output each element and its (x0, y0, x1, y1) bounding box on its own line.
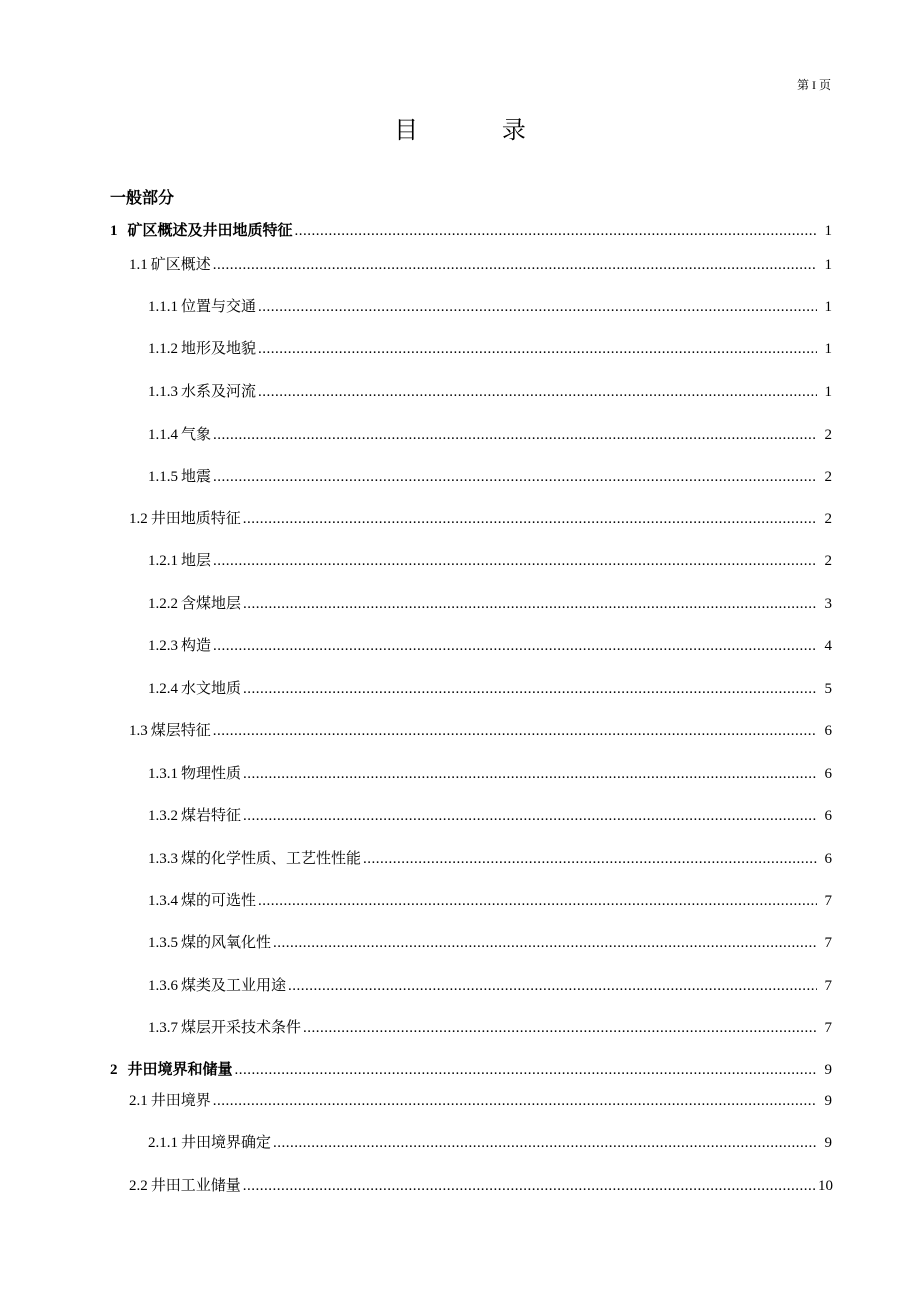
toc-entry-number: 2 (110, 1062, 118, 1078)
toc-dot-leader (213, 720, 817, 742)
toc-entry-title: 煤层特征 (150, 721, 211, 739)
toc-dot-leader (213, 635, 817, 657)
toc-entry-label (148, 804, 243, 827)
toc-entry-page: 1 (824, 257, 832, 273)
toc-entry-title: 井田工业储量 (150, 1176, 241, 1194)
toc-entry-page: 10 (818, 1178, 833, 1194)
toc-entry[interactable] (0, 220, 920, 242)
toc-entry-number: 1.1.5 (148, 469, 178, 485)
toc-entry[interactable] (0, 678, 920, 700)
toc-entry[interactable] (0, 848, 920, 870)
toc-entry[interactable] (0, 424, 920, 446)
page-number: 第 I 页 (797, 78, 831, 92)
toc-entry-page: 1 (824, 299, 832, 315)
toc-entry-title: 煤岩特征 (181, 806, 242, 824)
toc-entry[interactable] (0, 593, 920, 615)
toc-entry-title: 水文地质 (181, 679, 242, 697)
toc-entry-title: 地震 (181, 467, 212, 485)
toc-entry-title: 水系及河流 (181, 382, 257, 400)
toc-entry-label (148, 549, 213, 572)
toc-entry-number: 1.3 (129, 723, 148, 739)
toc-entry[interactable] (0, 466, 920, 488)
toc-entry-label (148, 465, 213, 488)
toc-entry-page: 2 (824, 553, 832, 569)
toc-entry[interactable] (0, 1017, 920, 1039)
toc-entry[interactable] (0, 508, 920, 530)
toc-entry-number: 1.3.5 (148, 935, 178, 951)
toc-entry-label (148, 889, 258, 912)
toc-entry-label (129, 507, 243, 530)
toc-entry[interactable] (0, 296, 920, 318)
toc-entry-title: 构造 (181, 636, 212, 654)
toc-entry-page: 7 (824, 893, 832, 909)
toc-dot-leader (295, 220, 817, 242)
toc-entry-label (110, 219, 295, 242)
toc-entry-number: 1 (110, 223, 118, 239)
toc-entry[interactable] (0, 635, 920, 657)
toc-entry-label (129, 1089, 213, 1112)
title-char-1: 目 (394, 116, 419, 144)
toc-dot-leader (363, 848, 817, 870)
toc-entry[interactable] (0, 1175, 920, 1197)
toc-dot-leader (243, 678, 817, 700)
toc-entry-title: 物理性质 (181, 764, 242, 782)
section-heading: 一般部分 (110, 188, 175, 207)
toc-entry-label (148, 592, 243, 615)
toc-entry-page: 2 (824, 469, 832, 485)
toc-entry-page: 9 (824, 1135, 832, 1151)
toc-entry-page: 1 (824, 223, 832, 239)
toc-dot-leader (243, 1175, 817, 1197)
toc-entry-page: 1 (824, 341, 832, 357)
toc-dot-leader (213, 254, 817, 276)
toc-entry-label (129, 1174, 243, 1197)
toc-dot-leader (235, 1059, 817, 1081)
toc-entry-page: 2 (824, 511, 832, 527)
toc-entry-label (148, 974, 288, 997)
toc-entry-label (148, 337, 258, 360)
toc-entry-page: 5 (824, 681, 832, 697)
toc-entry-title: 煤的可选性 (181, 891, 257, 909)
toc-dot-leader (213, 466, 817, 488)
toc-entry-title: 地层 (181, 551, 212, 569)
toc-entry-number: 1.2.2 (148, 596, 178, 612)
toc-entry-page: 4 (824, 638, 832, 654)
toc-entry-label (148, 1016, 303, 1039)
toc-entry-page: 6 (824, 766, 832, 782)
title-char-2: 录 (501, 116, 526, 144)
toc-dot-leader (303, 1017, 817, 1039)
toc-dot-leader (258, 338, 817, 360)
toc-entry[interactable] (0, 1132, 920, 1154)
toc-entry-label (148, 380, 258, 403)
toc-entry-number: 2.2 (129, 1178, 148, 1194)
toc-entry-title: 矿区概述 (150, 255, 211, 273)
toc-entry[interactable] (0, 1090, 920, 1112)
toc-entry-page: 6 (824, 851, 832, 867)
toc-dot-leader (243, 593, 817, 615)
toc-entry-page: 6 (824, 723, 832, 739)
toc-entry-number: 1.2.1 (148, 553, 178, 569)
toc-entry-title: 煤的风氧化性 (181, 933, 272, 951)
toc-entry-page: 2 (824, 427, 832, 443)
toc-entry-title: 气象 (181, 425, 212, 443)
toc-entry-number: 2.1 (129, 1093, 148, 1109)
toc-entry-page: 7 (824, 935, 832, 951)
toc-entry-number: 1.1.3 (148, 384, 178, 400)
toc-entry[interactable] (0, 890, 920, 912)
toc-dot-leader (258, 296, 817, 318)
toc-entry[interactable] (0, 763, 920, 785)
toc-entry-label (148, 847, 363, 870)
toc-entry[interactable] (0, 975, 920, 997)
toc-entry-number: 1.3.4 (148, 893, 178, 909)
toc-entry-title: 井田境界 (150, 1091, 211, 1109)
toc-entry-label (148, 931, 273, 954)
toc-entry-number: 1.3.2 (148, 808, 178, 824)
toc-entry-number: 1.2.3 (148, 638, 178, 654)
toc-dot-leader (243, 763, 817, 785)
toc-entry-number: 1.3.7 (148, 1020, 178, 1036)
toc-entry[interactable] (0, 720, 920, 742)
toc-entry-title: 煤的化学性质、工艺性性能 (181, 849, 362, 867)
toc-dot-leader (213, 424, 817, 446)
toc-entry[interactable] (0, 932, 920, 954)
toc-entry-title: 井田境界和储量 (127, 1060, 233, 1078)
toc-entry-label (148, 423, 213, 446)
toc-entry-title: 井田境界确定 (181, 1133, 272, 1151)
toc-entry[interactable] (0, 550, 920, 572)
toc-entry-title: 煤层开采技术条件 (181, 1018, 302, 1036)
toc-entry-number: 1.1.2 (148, 341, 178, 357)
toc-entry[interactable] (0, 254, 920, 276)
toc-dot-leader (288, 975, 817, 997)
toc-entry-title: 煤类及工业用途 (181, 976, 287, 994)
toc-entry[interactable] (0, 1059, 920, 1081)
toc-entry-number: 1.3.1 (148, 766, 178, 782)
toc-entry-page: 9 (824, 1062, 832, 1078)
toc-entry-label (148, 762, 243, 785)
toc-entry-number: 1.2.4 (148, 681, 178, 697)
toc-dot-leader (213, 1090, 817, 1112)
toc-entry-title: 位置与交通 (181, 297, 257, 315)
toc-dot-leader (273, 1132, 817, 1154)
toc-dot-leader (273, 932, 817, 954)
toc-entry-label (129, 253, 213, 276)
toc-entry-number: 1.3.3 (148, 851, 178, 867)
toc-entry-label (148, 295, 258, 318)
toc-entry-label (148, 1131, 273, 1154)
toc-entry[interactable] (0, 338, 920, 360)
toc-dot-leader (258, 381, 817, 403)
toc-entry-label (148, 677, 243, 700)
toc-entry-page: 7 (824, 1020, 832, 1036)
toc-entry-page: 6 (824, 808, 832, 824)
toc-entry-number: 1.1 (129, 257, 148, 273)
toc-dot-leader (243, 805, 817, 827)
toc-entry-number: 1.1.1 (148, 299, 178, 315)
toc-dot-leader (258, 890, 817, 912)
toc-entry-label (110, 1058, 235, 1081)
toc-entry-number: 1.3.6 (148, 978, 178, 994)
toc-entry-page: 3 (824, 596, 832, 612)
toc-entry-label (148, 634, 213, 657)
toc-dot-leader (243, 508, 817, 530)
page-title (0, 110, 920, 145)
toc-entry-title: 含煤地层 (181, 594, 242, 612)
toc-entry-title: 矿区概述及井田地质特征 (127, 221, 293, 239)
toc-entry-title: 井田地质特征 (150, 509, 241, 527)
toc-dot-leader (213, 550, 817, 572)
toc-entry-page: 1 (824, 384, 832, 400)
toc-entry[interactable] (0, 805, 920, 827)
toc-entry-number: 2.1.1 (148, 1135, 178, 1151)
toc-entry-number: 1.2 (129, 511, 148, 527)
toc-entry-title: 地形及地貌 (181, 339, 257, 357)
toc-entry-label (129, 719, 213, 742)
toc-entry-page: 7 (824, 978, 832, 994)
toc-entry[interactable] (0, 381, 920, 403)
toc-entry-page: 9 (824, 1093, 832, 1109)
toc-entry-number: 1.1.4 (148, 427, 178, 443)
